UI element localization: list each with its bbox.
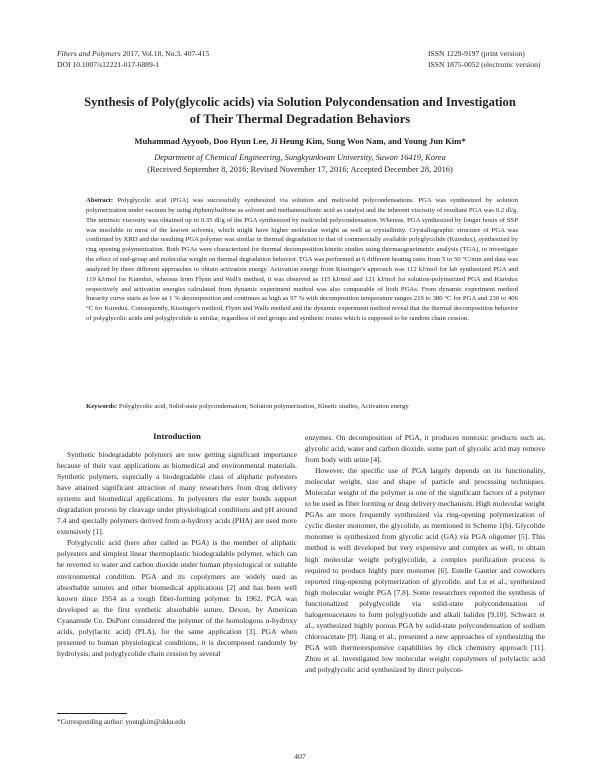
- page-number: 407: [294, 752, 306, 761]
- body-column-left: [57, 449, 297, 659]
- footnote-divider: [57, 713, 127, 714]
- paragraph: However, the specific use of PGA largely depends on its functionality, molecular weight, size and shape of particle and processing techniques. Molecular weight of the polymer is one of the significant factors of a polymer to be used as fiber forming or drug delivery mechanism. High molecular weight PGAs are more frequently synthesized via ring-opening polymerization of cyclic diester monomer, the glycolide, as mentioned in Scheme 1(b). Glycolide monomer is synthesized from glycolic acid (GA) via PGA oligomer [5]. This method is well developed but very expensive and complex as well, to obtain high molecular weight polyglycolide, a complex purification process is required to produce highly pure monomer [6]. Estelle Gautier and coworkers reported ring-opening polymerization of glycolide, and Lu et al., synthesized high molecular weight PGA [7,8]. Some researchers reported the synthesis of functionalized polyglycolide via solid-state polycondensation of halogenoacetates to form polyglycolide and alkali halides [9,10]. Schwarz et al., synthesized highly porous PGA by solid-state polycondensation of sodium chloroacetate [9]. Jiang et al., presented a new approaches of synthesizing the PGA with thermoresponsive capabilities by click chemistry approach [11]. Zhou et al. investigated low molecular weight copolymers of polylactic acid and polyglycolic acid synthesized by direct polycon-: [305, 466, 545, 674]
- paper-title: [40, 94, 560, 127]
- paper-title-line-2: of Their Thermal Degradation Behaviors: [189, 111, 411, 126]
- author-list: Muhammad Ayyoob, Doo Hyun Lee, Ji Heung Kim, Sung Woo Nam, and Young Jun Kim*: [134, 136, 466, 146]
- doi-text: DOI 10.1007/s12221-017-6889-1: [57, 59, 160, 69]
- received-dates: (Received September 8, 2016; Revised November 17, 2016; Accepted December 28, 2016): [147, 164, 453, 174]
- section-heading-introduction: Introduction: [153, 431, 201, 441]
- issn-electronic: ISSN 1875-0052 (electronic version): [428, 59, 541, 69]
- abstract: [86, 196, 518, 324]
- abstract-text: Polyglycolic acid (PGA) was successfully synthesized via solution and melt/solid polycondensations. PGA was synthesized by solution polymerization under vacuum by using diphenylsulfone as solvent and methanesulfonic acid as catalyst and the inherent viscosity of resultant PGA was 0.2 dl/g. The intrinsic viscosity was obtained up to 0.35 dl/g of the PGA synthesized by melt/solid polycondensation. Whereas, PGA synthesized by longer hours of SSP was insoluble in most of the known solvents, which might have higher molecular weight as well as crystallinity. Crystallographic structure of PGA was confirmed by XRD and the resulting PGA polymer was similar in thermal degradation to that of commercially available polyglycolide (Kuredux), synthesized by ring opening polymerization. Both PGAs were characterized for thermal decomposition kinetic studies using thermaogravimetric analysis (TGA), to investigate the effect of end-group and molecular weight on thermal degradation behavior. TGA was performed at 6 different heating rates from 5 to 50 °C/min and data was analyzed by three different approaches to obtain activation energy. Activation energy from Kissinger's approach was 112 kJ/mol for lab synthesized PGA and 119 kJ/mol for Kuredux, whereas from Flynn and Wall's method, it was observed as 115 kJ/mol and 121 kJ/mol for solution-polymerized PGA and Kuredux respectively and activation energies calculated from dynamic experiment method was also comparable of both PGAs. From dynamic experiment method linearity curve starts as low as 1 % decomposition and continues as high as 97 % with decomposition temperature ranges 219 to 380 °C for PGA and 230 to 406 °C for Kuredux. Consequently, Kissinger's method, Flynn and Walls method and the dynamic experiment method reveal that the thermal decomposition behavior of polyglycolic acids and polyglycolide is similar, regardless of end groups and synthetic routes which is supposed to be random chain cession.: [86, 197, 518, 323]
- paragraph: Synthetic biodegradable polymers are now getting significant importance because of their vast applications as biomedical and environmental materials. Synthetic polymers, especially a biodegradable class of aliphatic polyesters have attained significant attraction of many researchers from drug delivery systems and biomedical applications. In polyesters the ester bonds support degradation process by cleavage under physiological conditions and pH around 7.4 and specially polymers derived from α-hydroxy acids (PHA) are used more extensively [1].: [57, 450, 297, 537]
- journal-header-right: [428, 49, 540, 70]
- affiliation: Department of Chemical Engineering, Sungkyunkwan University, Suwon 16419, Korea: [154, 153, 446, 162]
- keywords-label: Keywords:: [86, 403, 118, 410]
- paper-title-line-1: Synthesis of Poly(glycolic acids) via Solution Polycondensation and Investigation: [84, 95, 516, 109]
- journal-header-left: [57, 49, 209, 70]
- abstract-label: Abstract:: [86, 197, 114, 204]
- footnote-corresponding-author: *Corresponding author: youngkim@skku.edu: [57, 718, 186, 726]
- journal-citation: [57, 49, 209, 60]
- paragraph: Polyglycolic acid (here after called as PGA) is the member of aliphatic polyesters and simplest linear thermoplastic biodegradable polymer, which can be reverted to water and carbon dioxide under human physiological or suitable environmental condition. PGA and its copolymers are widely used as absorbable sutures and other biomedical applications [2] and has been well known since 1954 as a tough fiber-forming polymer. In 1962, PGA was developed as the first synthetic absorbable suture, Dexon, by American Cyanamide Co. DuPont considered the polymer of the homologous α-hydroxy acids, poly(lactic acid) (PLA), for the same application [3]. PGA when presented to human physiological conditions, it is decomposed randomly by hydrolysis, and polyglycolide chain cession by several: [57, 538, 297, 658]
- keywords: [86, 402, 518, 412]
- body-column-right: [305, 432, 545, 675]
- affiliation-block: [40, 152, 560, 175]
- journal-name: Fibers and Polymers: [57, 49, 121, 58]
- paragraph: enzymes. On decomposition of PGA, it produces nontoxic products such as, glycolic acid, water and carbon dioxide. some part of glycolic acid may remove from body with urine [4].: [305, 433, 545, 465]
- issn-print: ISSN 1229-9197 (print version): [428, 49, 525, 58]
- journal-volume: 2017, Vol.18, No.3, 407-415: [120, 49, 210, 58]
- keywords-text: Polyglycolic acid, Solid-state polycondensation, Solution polymerization, Kinetic studies, Activation energy: [117, 403, 409, 410]
